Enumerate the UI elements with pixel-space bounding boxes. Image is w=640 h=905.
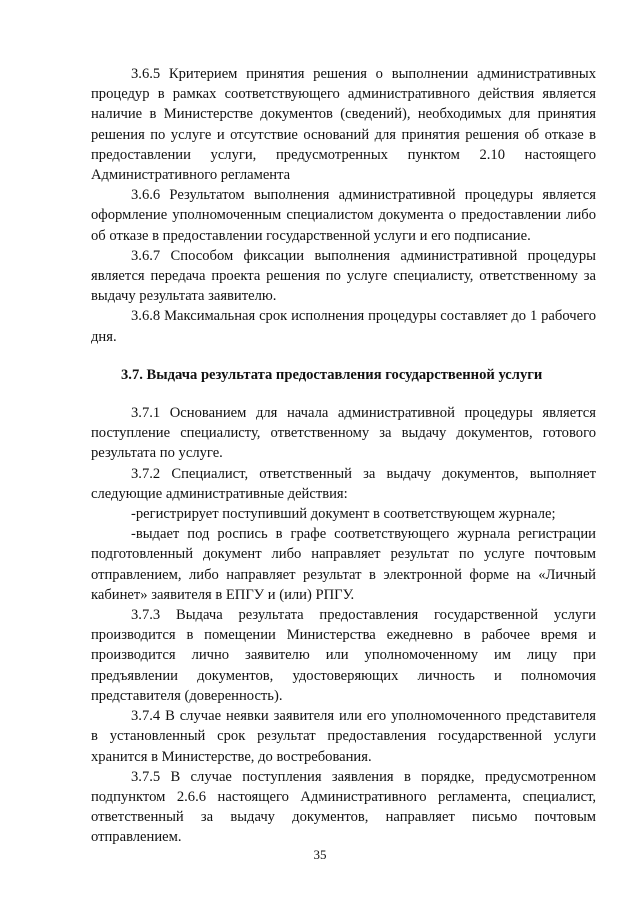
paragraph-3-7-3: 3.7.3 Выдача результата предоставления государственной услуги производится в помещении Министерства ежедневно в рабочее время и производится лично заявителю или уполномоченному им лицу при предъявлении документов, удостоверяющих личность и полномочия представителя (доверенность). <box>91 607 596 704</box>
paragraph-3-6-7: 3.6.7 Способом фиксации выполнения административной процедуры является передача проекта решения по услуге специалисту, ответственному за выдачу результата заявителю. <box>91 247 596 305</box>
paragraph-3-7-1: 3.7.1 Основанием для начала административной процедуры является поступление специалисту, ответственному за выдачу документов, готового результата по услуге. <box>91 405 596 462</box>
page-number: 35 <box>313 847 327 862</box>
paragraph-3-7-5: 3.7.5 В случае поступления заявления в порядке, предусмотренном подпунктом 2.6.6 настоящего Административного регламента, специалист, ответственный за выдачу документов, направляет письмо почтовым отправлением. <box>91 768 596 846</box>
section-heading: 3.7. Выдача результата предоставления государственной услуги <box>121 366 543 383</box>
paragraph-3-6-6: 3.6.6 Результатом выполнения административной процедуры является оформление уполномоченным специалистом документа о предоставлении либо об отказе в предоставлении государственной услуги и его подписание. <box>91 187 596 244</box>
list-item-register: -регистрирует поступивший документ в соответствующем журнале; <box>131 506 556 523</box>
paragraph-3-6-5: 3.6.5 Критерием принятия решения о выполнении административных процедур в рамках соответствующего административного действия является наличие в Министерстве документов (сведений), необходимых для принятия решения по услуге и отсутствие оснований для принятия решения об отказе в предоставлении услуги, предусмотренных пунктом 2.10 настоящего Административного регламента <box>91 66 596 184</box>
list-item-issue: -выдает под роспись в графе соответствующего журнала регистрации подготовленный документ либо направляет результат по услуге почтовым отправлением, либо направляет результат в электронной форме на «Личный кабинет» заявителя в ЕПГУ и (или) РПГУ. <box>91 526 596 603</box>
paragraph-3-7-2: 3.7.2 Специалист, ответственный за выдачу документов, выполняет следующие административные действия: <box>91 465 596 502</box>
paragraph-3-7-4: 3.7.4 В случае неявки заявителя или его уполномоченного представителя в установленный срок результат предоставления государственной услуги хранится в Министерстве, до востребования. <box>91 708 596 765</box>
document-page <box>91 64 596 848</box>
paragraph-3-6-8: 3.6.8 Максимальная срок исполнения процедуры составляет до 1 рабочего дня. <box>91 308 596 345</box>
